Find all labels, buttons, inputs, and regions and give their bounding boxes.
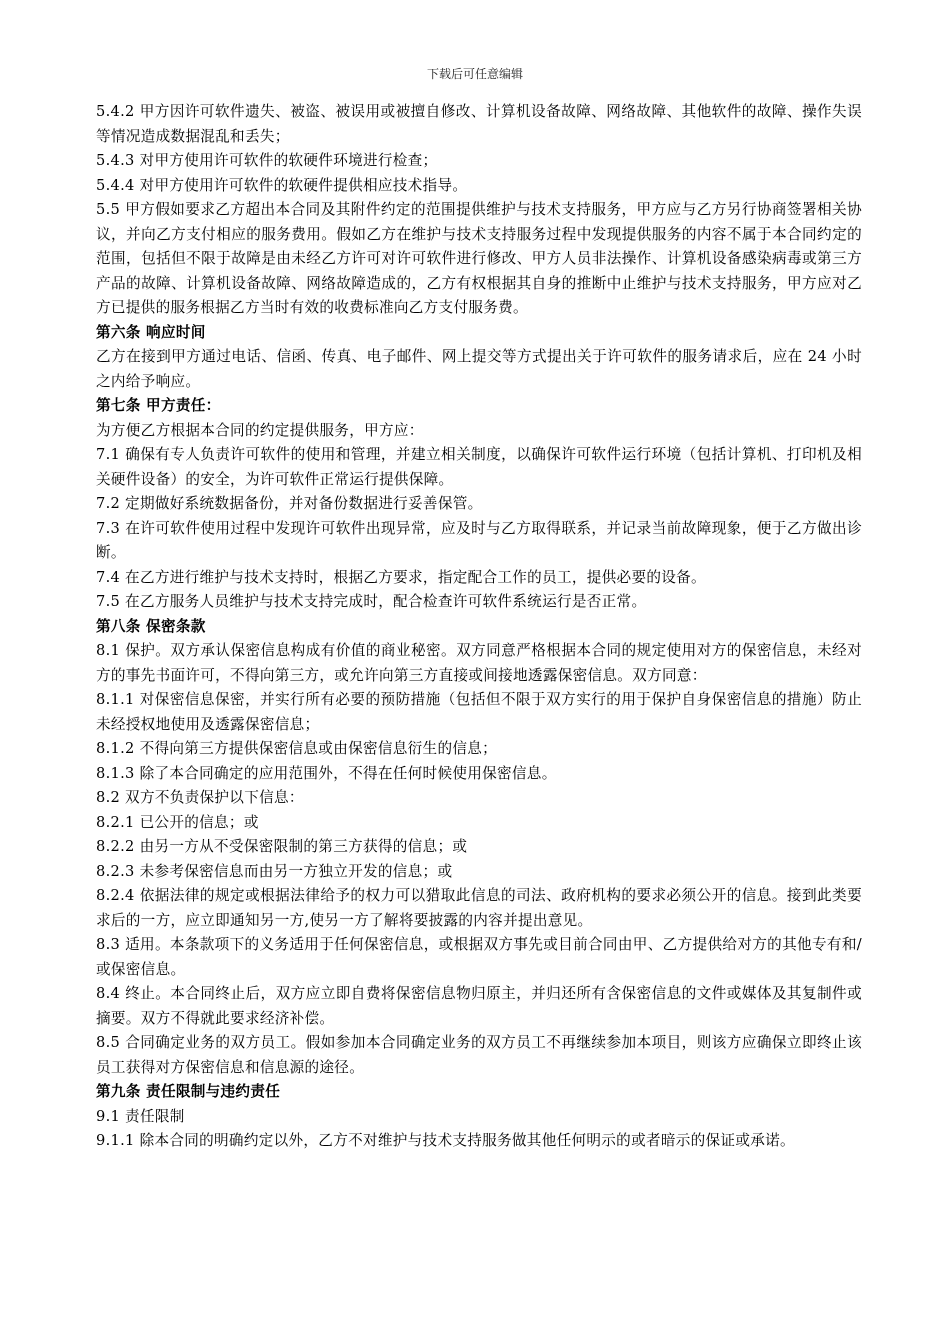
page-header-note: 下载后可任意编辑 (426, 67, 523, 81)
clause-paragraph: 8.2.3 未参考保密信息而由另一方独立开发的信息；或 (96, 862, 453, 880)
clause-paragraph: 8.4 终止。本合同终止后，双方应立即自费将保密信息物归原主，并归还所有含保密信息的文件或媒体及其复制件或摘要。双方不得就此要求经济补偿。 (96, 985, 862, 1027)
clause-paragraph: 5.5 甲方假如要求乙方超出本合同及其附件约定的范围提供维护与技术支持服务，甲方应与乙方另行协商签署相关协议，并向乙方支付相应的服务费用。假如乙方在维护与技术支持服务过程中发现提供服务的内容不属于本合同约定的范围，包括但不限于故障是由未经乙方许可对许可软件进行修改、甲方人员非法操作、计算机设备感染病毒或第三方产品的故障、计算机设备故障、网络故障造成的，乙方有权根据其自身的推断中止维护与技术支持服务，甲方应对乙方已提供的服务根据乙方当时有效的收费标准向乙方支付服务费。 (96, 201, 862, 316)
clause-paragraph: 为方便乙方根据本合同的约定提供服务，甲方应： (96, 421, 424, 439)
clause-paragraph: 8.2.4 依据法律的规定或根据法律给予的权力可以猎取此信息的司法、政府机构的要求必须公开的信息。接到此类要求后的一方，应立即通知另一方,使另一方了解将要披露的内容并提出意见。 (96, 887, 862, 929)
clause-paragraph: 8.1.2 不得向第三方提供保密信息或由保密信息衍生的信息； (96, 740, 498, 757)
clause-paragraph: 5.4.2 甲方因许可软件遗失、被盗、被误用或被擅自修改、计算机设备故障、网络故障、其他软件的故障、操作失误等情况造成数据混乱和丢失； (96, 103, 862, 145)
section-heading: 第六条 响应时间 (96, 323, 206, 341)
clause-paragraph: 7.2 定期做好系统数据备份，并对备份数据进行妥善保管。 (96, 495, 483, 512)
clause-paragraph: 7.1 确保有专人负责许可软件的使用和管理，并建立相关制度，以确保许可软件运行环境（包括计算机、打印机及相关硬件设备）的安全，为许可软件正常运行提供保障。 (96, 446, 862, 488)
clause-paragraph: 8.1.1 对保密信息保密，并实行所有必要的预防措施（包括但不限于双方实行的用于保护自身保密信息的措施）防止未经授权地使用及透露保密信息； (96, 691, 862, 733)
section-heading: 第九条 责任限制与违约责任 (96, 1083, 281, 1100)
clause-paragraph: 8.2.1 已公开的信息；或 (96, 813, 259, 831)
clause-paragraph: 8.5 合同确定业务的双方员工。假如参加本合同确定业务的双方员工不再继续参加本项目，则该方应确保立即终止该员工获得对方保密信息和信息源的途径。 (96, 1034, 862, 1076)
clause-paragraph: 9.1.1 除本合同的明确约定以外，乙方不对维护与技术支持服务做其他任何明示的或者暗示的保证或承诺。 (96, 1132, 795, 1149)
clause-paragraph: 9.1 责任限制 (96, 1107, 185, 1125)
clause-paragraph: 7.5 在乙方服务人员维护与技术支持完成时，配合检查许可软件系统运行是否正常。 (96, 593, 647, 610)
clause-paragraph: 8.1 保护。双方承认保密信息构成有价值的商业秘密。双方同意严格根据本合同的规定使用对方的保密信息，未经对方的事先书面许可，不得向第三方，或允许向第三方直接或间接地透露保密信息。双方同意： (96, 642, 862, 684)
clause-paragraph: 7.3 在许可软件使用过程中发现许可软件出现异常，应及时与乙方取得联系，并记录当前故障现象，便于乙方做出诊断。 (96, 519, 862, 561)
document-body (96, 100, 862, 1154)
clause-paragraph: 8.3 适用。本条款项下的义务适用于任何保密信息，或根据双方事先或目前合同由甲、乙方提供给对方的其他专有和/或保密信息。 (96, 936, 862, 978)
clause-paragraph: 5.4.3 对甲方使用许可软件的软硬件环境进行检查； (96, 152, 438, 169)
clause-paragraph: 7.4 在乙方进行维护与技术支持时，根据乙方要求，指定配合工作的员工，提供必要的设备。 (96, 568, 706, 586)
section-heading: 第七条 甲方责任： (96, 397, 221, 414)
section-heading: 第八条 保密条款 (96, 617, 206, 635)
clause-paragraph: 8.2.2 由另一方从不受保密限制的第三方获得的信息；或 (96, 838, 468, 855)
clause-paragraph: 8.1.3 除了本合同确定的应用范围外，不得在任何时候使用保密信息。 (96, 764, 557, 782)
clause-paragraph: 5.4.4 对甲方使用许可软件的软硬件提供相应技术指导。 (96, 176, 468, 194)
clause-paragraph: 8.2 双方不负责保护以下信息： (96, 789, 304, 806)
clause-paragraph: 乙方在接到甲方通过电话、信函、传真、电子邮件、网上提交等方式提出关于许可软件的服务请求后，应在 24 小时之内给予响应。 (96, 348, 862, 390)
